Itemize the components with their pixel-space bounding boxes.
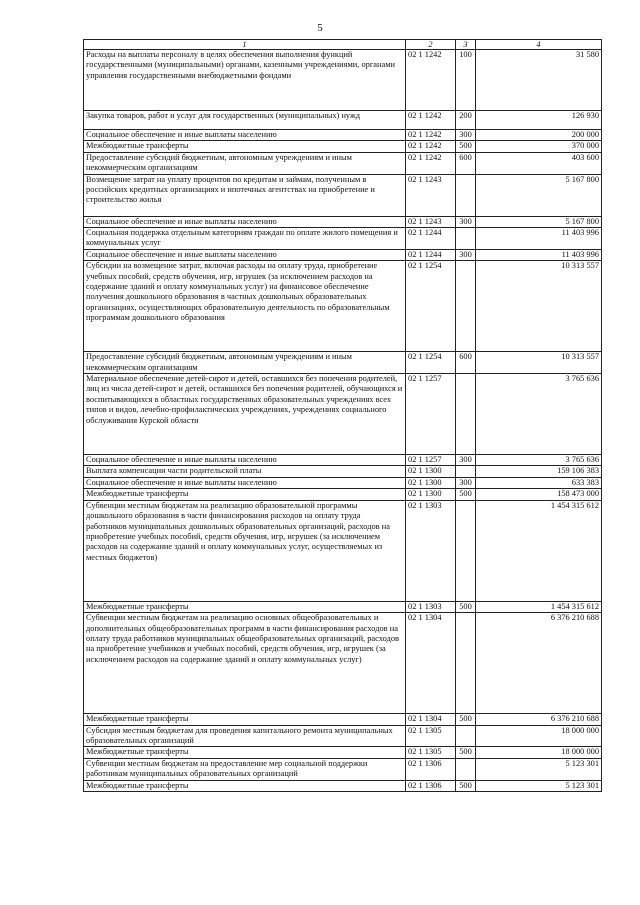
row-sum: 5 167 800	[476, 216, 602, 227]
table-row	[84, 216, 602, 227]
row-name: Предоставление субсидий бюджетным, автономным учреждениям и иным некоммерческим организациям	[84, 152, 406, 174]
row-name: Социальное обеспечение и иные выплаты населению	[84, 130, 406, 141]
row-sum: 11 403 996	[476, 228, 602, 250]
row-name: Социальное обеспечение и иные выплаты населению	[84, 216, 406, 227]
row-name: Социальное обеспечение и иные выплаты населению	[84, 249, 406, 260]
row-code: 02 1 1257	[406, 455, 456, 466]
row-name: Материальное обеспечение детей-сирот и детей, оставшихся без попечения родителей, лиц из числа детей-сирот и детей, оставшихся без попечения родителей, обучающихся и воспитывающихся в областных государственных образовательных учреждениях всех типов и видов, лечебно-профилактических учреждениях, учреждениях социального обслуживания Курской области	[84, 374, 406, 455]
row-sum: 5 167 800	[476, 174, 602, 216]
row-expense-type: 300	[456, 477, 476, 488]
row-sum: 6 376 210 688	[476, 714, 602, 725]
row-code: 02 1 1242	[406, 50, 456, 111]
table-row	[84, 261, 602, 352]
row-code: 02 1 1254	[406, 352, 456, 374]
row-code: 02 1 1243	[406, 216, 456, 227]
table-header-row	[84, 40, 602, 50]
row-expense-type	[456, 374, 476, 455]
page-number: 5	[317, 22, 323, 34]
row-name: Предоставление субсидий бюджетным, автономным учреждениям и иным некоммерческим организациям	[84, 352, 406, 374]
row-expense-type: 100	[456, 50, 476, 111]
row-code: 02 1 1305	[406, 725, 456, 747]
row-expense-type	[456, 758, 476, 780]
row-code: 02 1 1306	[406, 780, 456, 791]
row-code: 02 1 1304	[406, 714, 456, 725]
row-name: Социальная поддержка отдельным категориям граждан по оплате жилого помещения и коммунальных услуг	[84, 228, 406, 250]
row-code: 02 1 1303	[406, 601, 456, 612]
table-row	[84, 141, 602, 152]
row-expense-type: 500	[456, 714, 476, 725]
row-name: Межбюджетные трансферты	[84, 601, 406, 612]
budget-table-body	[84, 40, 602, 792]
table-row	[84, 228, 602, 250]
row-sum: 3 765 636	[476, 374, 602, 455]
budget-table	[83, 39, 602, 792]
row-expense-type: 500	[456, 747, 476, 758]
row-name: Межбюджетные трансферты	[84, 747, 406, 758]
row-code: 02 1 1254	[406, 261, 456, 352]
row-sum: 159 106 383	[476, 466, 602, 477]
table-row	[84, 455, 602, 466]
table-row	[84, 500, 602, 601]
row-code: 02 1 1244	[406, 228, 456, 250]
row-name: Межбюджетные трансферты	[84, 141, 406, 152]
row-expense-type	[456, 466, 476, 477]
table-row	[84, 174, 602, 216]
row-code: 02 1 1306	[406, 758, 456, 780]
row-code: 02 1 1304	[406, 613, 456, 714]
row-sum: 5 123 301	[476, 780, 602, 791]
table-row	[84, 758, 602, 780]
row-code: 02 1 1300	[406, 489, 456, 500]
row-name: Закупка товаров, работ и услуг для государственных (муниципальных) нужд	[84, 111, 406, 130]
table-row	[84, 374, 602, 455]
row-sum: 158 473 000	[476, 489, 602, 500]
table-row	[84, 152, 602, 174]
row-expense-type: 600	[456, 152, 476, 174]
row-sum: 1 454 315 612	[476, 500, 602, 601]
row-sum: 1 454 315 612	[476, 601, 602, 612]
table-row	[84, 747, 602, 758]
row-sum: 633 383	[476, 477, 602, 488]
table-row	[84, 780, 602, 791]
table-row	[84, 613, 602, 714]
header-col-4: 4	[476, 40, 602, 50]
row-name: Субвенции местным бюджетам на реализацию основных общеобразовательных и дополнительных общеобразовательных программ в части финансирования расходов на оплату труда работников муниципальных общеобразовательных организаций, расходов на приобретение учебников и учебных пособий, средств обучения, игр, игрушек (за исключением расходов на содержание зданий и оплату коммунальных услуг)	[84, 613, 406, 714]
table-row	[84, 352, 602, 374]
row-name: Субвенции местным бюджетам на предоставление мер социальной поддержки работникам муниципальных образовательных организаций	[84, 758, 406, 780]
row-name: Социальное обеспечение и иные выплаты населению	[84, 477, 406, 488]
row-code: 02 1 1305	[406, 747, 456, 758]
row-code: 02 1 1242	[406, 141, 456, 152]
row-sum: 6 376 210 688	[476, 613, 602, 714]
row-sum: 403 600	[476, 152, 602, 174]
table-row	[84, 714, 602, 725]
row-expense-type: 500	[456, 141, 476, 152]
row-name: Субсидия местным бюджетам для проведения капитального ремонта муниципальных образовательных организаций	[84, 725, 406, 747]
table-row	[84, 725, 602, 747]
row-expense-type	[456, 261, 476, 352]
row-sum: 370 000	[476, 141, 602, 152]
table-row	[84, 489, 602, 500]
row-name: Социальное обеспечение и иные выплаты населению	[84, 455, 406, 466]
row-code: 02 1 1242	[406, 111, 456, 130]
row-name: Межбюджетные трансферты	[84, 780, 406, 791]
row-expense-type: 600	[456, 352, 476, 374]
table-row	[84, 50, 602, 111]
row-code: 02 1 1243	[406, 174, 456, 216]
row-name: Межбюджетные трансферты	[84, 714, 406, 725]
header-col-3: 3	[456, 40, 476, 50]
row-sum: 18 000 000	[476, 725, 602, 747]
row-sum: 5 123 301	[476, 758, 602, 780]
row-expense-type	[456, 500, 476, 601]
row-sum: 3 765 636	[476, 455, 602, 466]
table-row	[84, 477, 602, 488]
table-row	[84, 601, 602, 612]
row-expense-type: 300	[456, 216, 476, 227]
row-code: 02 1 1244	[406, 249, 456, 260]
row-sum: 10 313 557	[476, 352, 602, 374]
row-name: Возмещение затрат на уплату процентов по кредитам и займам, полученным в российских кредитных организациях и ипотечных агентствах на приобретение и строительство жилья	[84, 174, 406, 216]
table-row	[84, 111, 602, 130]
header-col-2: 2	[406, 40, 456, 50]
row-expense-type: 300	[456, 455, 476, 466]
row-expense-type: 200	[456, 111, 476, 130]
table-row	[84, 130, 602, 141]
row-expense-type	[456, 174, 476, 216]
row-name: Выплата компенсации части родительской платы	[84, 466, 406, 477]
row-sum: 18 000 000	[476, 747, 602, 758]
table-row	[84, 249, 602, 260]
row-expense-type: 300	[456, 130, 476, 141]
row-sum: 126 930	[476, 111, 602, 130]
row-sum: 200 000	[476, 130, 602, 141]
row-name: Субсидии на возмещение затрат, включая расходы на оплату труда, приобретение учебных пособий, средств обучения, игр, игрушек (за исключением расходов на содержание зданий и оплату коммунальных услуг) на финансовое обеспечение получения дошкольного образования в частных дошкольных образовательных организациях, осуществляющих образовательную деятельность по образовательным программам дошкольного образования	[84, 261, 406, 352]
row-expense-type: 300	[456, 249, 476, 260]
row-expense-type: 500	[456, 489, 476, 500]
header-col-1: 1	[84, 40, 406, 50]
row-sum: 10 313 557	[476, 261, 602, 352]
row-expense-type	[456, 613, 476, 714]
row-expense-type: 500	[456, 780, 476, 791]
row-expense-type	[456, 725, 476, 747]
row-expense-type: 500	[456, 601, 476, 612]
row-name: Расходы на выплаты персоналу в целях обеспечения выполнения функций государственными (муниципальными) органами, казенными учреждениями, органами управления государственными внебюджетными фондами	[84, 50, 406, 111]
row-code: 02 1 1242	[406, 130, 456, 141]
row-expense-type	[456, 228, 476, 250]
row-code: 02 1 1303	[406, 500, 456, 601]
table-row	[84, 466, 602, 477]
row-sum: 11 403 996	[476, 249, 602, 260]
row-code: 02 1 1300	[406, 477, 456, 488]
row-code: 02 1 1257	[406, 374, 456, 455]
row-code: 02 1 1300	[406, 466, 456, 477]
row-name: Субвенции местным бюджетам на реализацию образовательной программы дошкольного образования в части финансирования расходов на оплату труда работников муниципальных дошкольных образовательных организаций, расходов на приобретение учебных пособий, средств обучения, игр, игрушек (за исключением расходов на содержание зданий и оплату коммунальных услуг, осуществляемых из местных бюджетов)	[84, 500, 406, 601]
row-code: 02 1 1242	[406, 152, 456, 174]
row-name: Межбюджетные трансферты	[84, 489, 406, 500]
row-sum: 31 580	[476, 50, 602, 111]
